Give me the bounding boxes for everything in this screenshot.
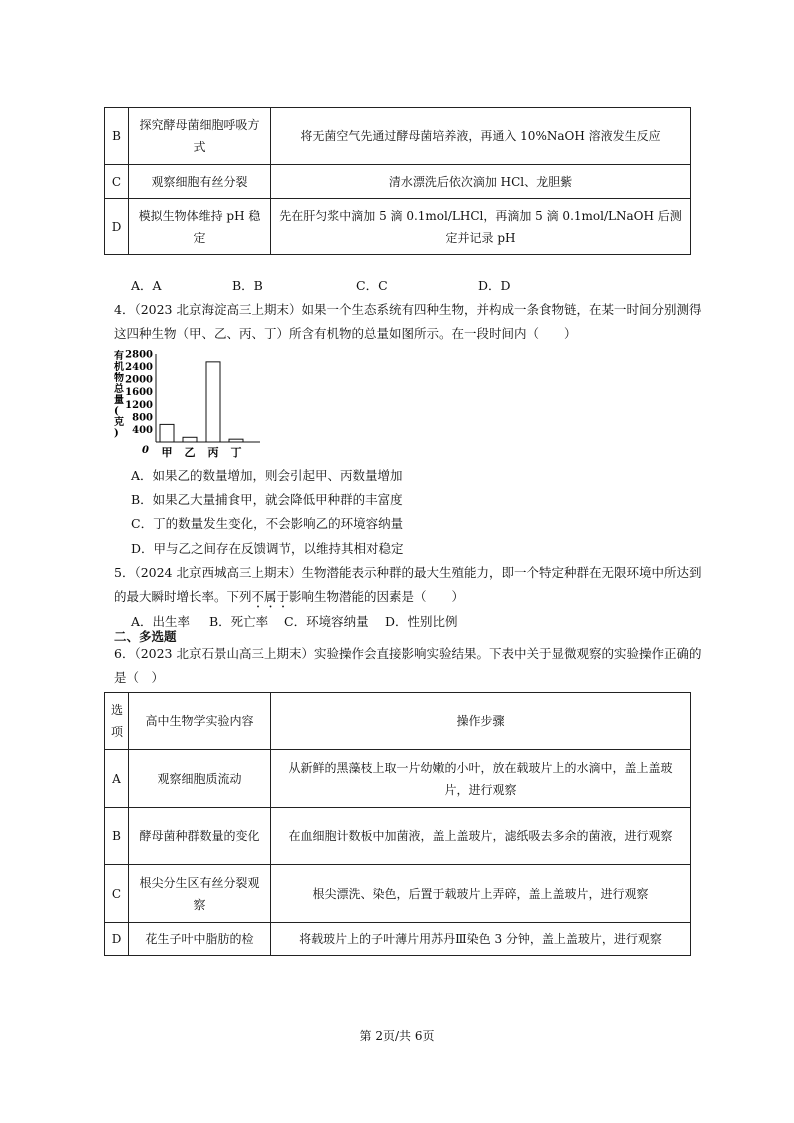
y-tick-label: 400: [132, 424, 153, 436]
q5-option-a: A．出生率: [131, 614, 191, 629]
y-axis-title: [114, 349, 125, 439]
bar-chart: [112, 348, 272, 460]
y-tick-label: 2400: [125, 362, 153, 374]
experiment-table-1: [104, 107, 691, 255]
option-cell: B: [105, 808, 129, 865]
steps-cell: 在血细胞计数板中加菌液，盖上盖玻片，滤纸吸去多余的菌液，进行观察: [271, 808, 691, 865]
steps-cell: 将无菌空气先通过酵母菌培养液，再通入 10%NaOH 溶液发生反应: [271, 108, 691, 165]
header-steps: 操作步骤: [271, 693, 691, 750]
content-cell: 模拟生物体维持 pH 稳定: [129, 199, 271, 255]
y-axis-title-char: 克: [114, 417, 124, 428]
table-row: [105, 808, 691, 865]
q5-stem-line1: 5．（2024 北京西城高三上期末）生物潜能表示种群的最大生殖能力，即一个特定种群在无限环境中所达到: [114, 565, 702, 580]
bar: [183, 437, 197, 442]
q5-option-b: B．死亡率: [209, 614, 269, 629]
content-cell: 观察细胞质流动: [129, 750, 271, 808]
content-cell: 花生子叶中脂肪的检: [129, 923, 271, 956]
y-tick-label: 800: [132, 412, 153, 424]
table-row: [105, 165, 691, 199]
content-cell: 酵母菌种群数量的变化: [129, 808, 271, 865]
table-row: [105, 865, 691, 923]
y-tick-label: 2000: [125, 374, 153, 386]
table-row: [105, 199, 691, 255]
option-cell: C: [105, 165, 129, 199]
q5-emphasis: 不属于: [251, 589, 290, 604]
option-cell: B: [105, 108, 129, 165]
x-tick-label: 甲: [161, 446, 173, 459]
table-row: [105, 750, 691, 808]
bar: [160, 424, 174, 442]
q5-stem-pre: 的最大瞬时增长率。下列: [114, 589, 252, 604]
y-tick-label: 1200: [125, 399, 153, 411]
content-cell: 探究酵母菌细胞呼吸方式: [129, 108, 271, 165]
x-tick-label: 乙: [184, 446, 196, 459]
y-axis-title-char: 有: [114, 351, 124, 362]
choice-b: B．B: [232, 278, 263, 293]
x-tick-label: 丙: [207, 446, 219, 459]
steps-cell: 从新鲜的黑藻枝上取一片幼嫩的小叶，放在载玻片上的水滴中，盖上盖玻片，进行观察: [271, 750, 691, 808]
bar: [206, 362, 220, 442]
option-cell: D: [105, 923, 129, 956]
steps-cell: 根尖漂洗、染色，后置于载玻片上弄碎，盖上盖玻片，进行观察: [271, 865, 691, 923]
steps-cell: 先在肝匀浆中滴加 5 滴 0.1mol/LHCl，再滴加 5 滴 0.1mol/LNaOH 后测定并记录 pH: [271, 199, 691, 255]
x-tick-label: 丁: [230, 446, 242, 459]
q4-stem-line2: 这四种生物（甲、乙、丙、丁）所含有机物的总量如图所示。在一段时间内（ ）: [114, 326, 577, 341]
bars: [160, 362, 243, 442]
q4-option-d: D．甲与乙之间存在反馈调节，以维持其相对稳定: [131, 541, 404, 556]
y-axis-title-char: 物: [114, 373, 124, 384]
section-title: 二、多选题: [114, 629, 177, 644]
page-footer: 第 2页/共 6页: [359, 1029, 435, 1043]
option-cell: C: [105, 865, 129, 923]
content-cell: 根尖分生区有丝分裂观察: [129, 865, 271, 923]
table-row: [105, 923, 691, 956]
y-tick-labels: [125, 350, 153, 436]
header-content: 高中生物学实验内容: [129, 693, 271, 750]
y-axis-title-char: (: [114, 406, 119, 417]
q5-option-c: C．环境容纳量: [284, 614, 369, 629]
y-axis-title-char: 量: [114, 395, 124, 406]
steps-cell: 清水漂洗后依次滴加 HCl、龙胆紫: [271, 165, 691, 199]
option-cell: D: [105, 199, 129, 255]
table-header-row: [105, 693, 691, 750]
experiment-table-2: [104, 692, 691, 956]
q4-option-a: A．如果乙的数量增加，则会引起甲、丙数量增加: [131, 468, 403, 483]
table-row: [105, 108, 691, 165]
q4-stem-line1: 4．（2023 北京海淀高三上期末）如果一个生态系统有四种生物，并构成一条食物链，在某一时间分别测得: [114, 302, 702, 317]
content-cell: 观察细胞有丝分裂: [129, 165, 271, 199]
q5-stem-line2: [114, 588, 464, 611]
choice-c: C．C: [356, 278, 388, 293]
q5-option-d: D．性别比例: [385, 614, 458, 629]
choice-a: A．A: [131, 278, 162, 293]
q6-stem-line1: 6．（2023 北京石景山高三上期末）实验操作会直接影响实验结果。下表中关于显微观察的实验操作正确的: [114, 646, 702, 661]
y-tick-label: 2800: [125, 349, 153, 361]
origin-label: 0: [142, 445, 149, 456]
y-axis-title-char: ): [114, 428, 119, 439]
q4-option-b: B．如果乙大量捕食甲，就会降低甲种群的丰富度: [131, 492, 403, 507]
q6-stem-line2: 是（ ）: [114, 670, 165, 685]
steps-cell: 将载玻片上的子叶薄片用苏丹Ⅲ染色 3 分钟，盖上盖玻片，进行观察: [271, 923, 691, 956]
y-tick-label: 1600: [125, 387, 153, 399]
q5-stem-post: 影响生物潜能的因素是（ ）: [289, 589, 465, 604]
q4-option-c: C．丁的数量发生变化，不会影响乙的环境容纳量: [131, 516, 404, 531]
x-tick-labels: [162, 445, 242, 459]
choice-d: D．D: [478, 278, 511, 293]
y-axis-title-char: 总: [114, 384, 124, 395]
option-cell: A: [105, 750, 129, 808]
y-axis-title-char: 机: [114, 362, 124, 373]
header-option: 选项: [105, 693, 129, 750]
